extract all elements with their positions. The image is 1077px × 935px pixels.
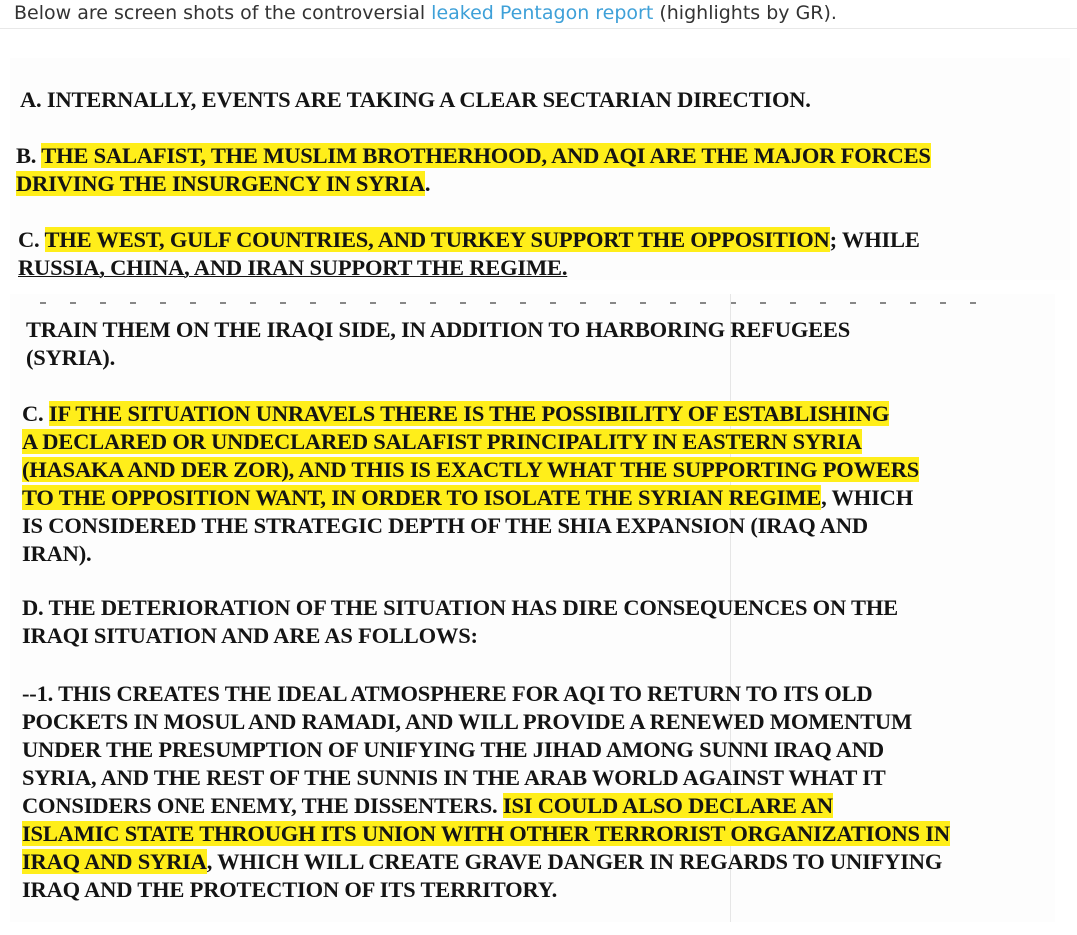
highlight: IF THE SITUATION UNRAVELS THERE IS THE POSSIBILITY OF ESTABLISHING	[48, 401, 890, 426]
highlight: IRAQ AND SYRIA	[22, 849, 207, 874]
paragraph-a: A. INTERNALLY, EVENTS ARE TAKING A CLEAR SECTARIAN DIRECTION.	[20, 87, 811, 112]
intro-caption	[14, 0, 1074, 30]
highlight: (HASAKA AND DER ZOR), AND THIS IS EXACTLY WHAT THE SUPPORTING POWERS	[22, 457, 920, 482]
highlight: THE SALAFIST, THE MUSLIM BROTHERHOOD, AND AQI ARE THE MAJOR FORCES	[41, 143, 931, 168]
divider	[0, 28, 1077, 29]
paragraph-d: D. THE DETERIORATION OF THE SITUATION HAS DIRE CONSEQUENCES ON THE IRAQI SITUATION AND ARE AS FOLLOWS:	[22, 595, 898, 648]
paragraph-1: --1. THIS CREATES THE IDEAL ATMOSPHERE FOR AQI TO RETURN TO ITS OLD POCKETS IN MOSUL AND RAMADI, AND WILL PROVIDE A RENEWED MOMENTUM UNDER THE PRESUMPTION OF UNIFYING THE JIHAD AMONG SUNNI IRAQ AND SYRIA, AND THE REST OF THE SUNNIS IN THE ARAB WORLD AGAINST WHAT IT CONSIDERS ONE ENEMY, THE DISSENTERS. ISI COULD ALSO DECLARE AN ISLAMIC STATE THROUGH ITS UNION WITH OTHER TERRORIST ORGANIZATIONS IN IRAQ AND SYRIA, WHICH WILL CREATE GRAVE DANGER IN REGARDS TO UNIFYING IRAQ AND THE PROTECTION OF ITS TERRITORY.	[22, 681, 950, 902]
highlight: TO THE OPPOSITION WANT, IN ORDER TO ISOLATE THE SYRIAN REGIME	[22, 485, 822, 510]
paragraph-train: TRAIN THEM ON THE IRAQI SIDE, IN ADDITION TO HARBORING REFUGEES (SYRIA).	[26, 317, 851, 370]
intro-text-before: Below are screen shots of the controversial	[14, 2, 432, 24]
paragraph-c: C. THE WEST, GULF COUNTRIES, AND TURKEY SUPPORT THE OPPOSITION; WHILE RUSSIA, CHINA, AND IRAN SUPPORT THE REGIME.	[18, 227, 920, 280]
highlight: A DECLARED OR UNDECLARED SALAFIST PRINCIPALITY IN EASTERN SYRIA	[22, 429, 862, 454]
document-excerpt-2	[10, 294, 1055, 922]
highlight: THE WEST, GULF COUNTRIES, AND TURKEY SUPPORT THE OPPOSITION	[44, 227, 830, 252]
highlight: ISI COULD ALSO DECLARE AN	[502, 793, 833, 818]
paragraph-c-principality: C. IF THE SITUATION UNRAVELS THERE IS THE POSSIBILITY OF ESTABLISHING A DECLARED OR UNDECLARED SALAFIST PRINCIPALITY IN EASTERN SYRIA (HASAKA AND DER ZOR), AND THIS IS EXACTLY WHAT THE SUPPORTING POWERS TO THE OPPOSITION WANT, IN ORDER TO ISOLATE THE SYRIAN REGIME, WHICH IS CONSIDERED THE STRATEGIC DEPTH OF THE SHIA EXPANSION (IRAQ AND IRAN).	[22, 401, 920, 566]
leaked-report-link[interactable]: leaked Pentagon report	[431, 2, 654, 24]
paragraph-b: B. THE SALAFIST, THE MUSLIM BROTHERHOOD, AND AQI ARE THE MAJOR FORCES DRIVING THE INSURGENCY IN SYRIA.	[16, 143, 931, 196]
highlight: DRIVING THE INSURGENCY IN SYRIA	[16, 171, 425, 196]
document-excerpt-1	[10, 58, 1070, 280]
highlight: ISLAMIC STATE THROUGH ITS UNION WITH OTHER TERRORIST ORGANIZATIONS IN	[22, 821, 950, 846]
intro-text-after: (highlights by GR).	[653, 2, 837, 24]
